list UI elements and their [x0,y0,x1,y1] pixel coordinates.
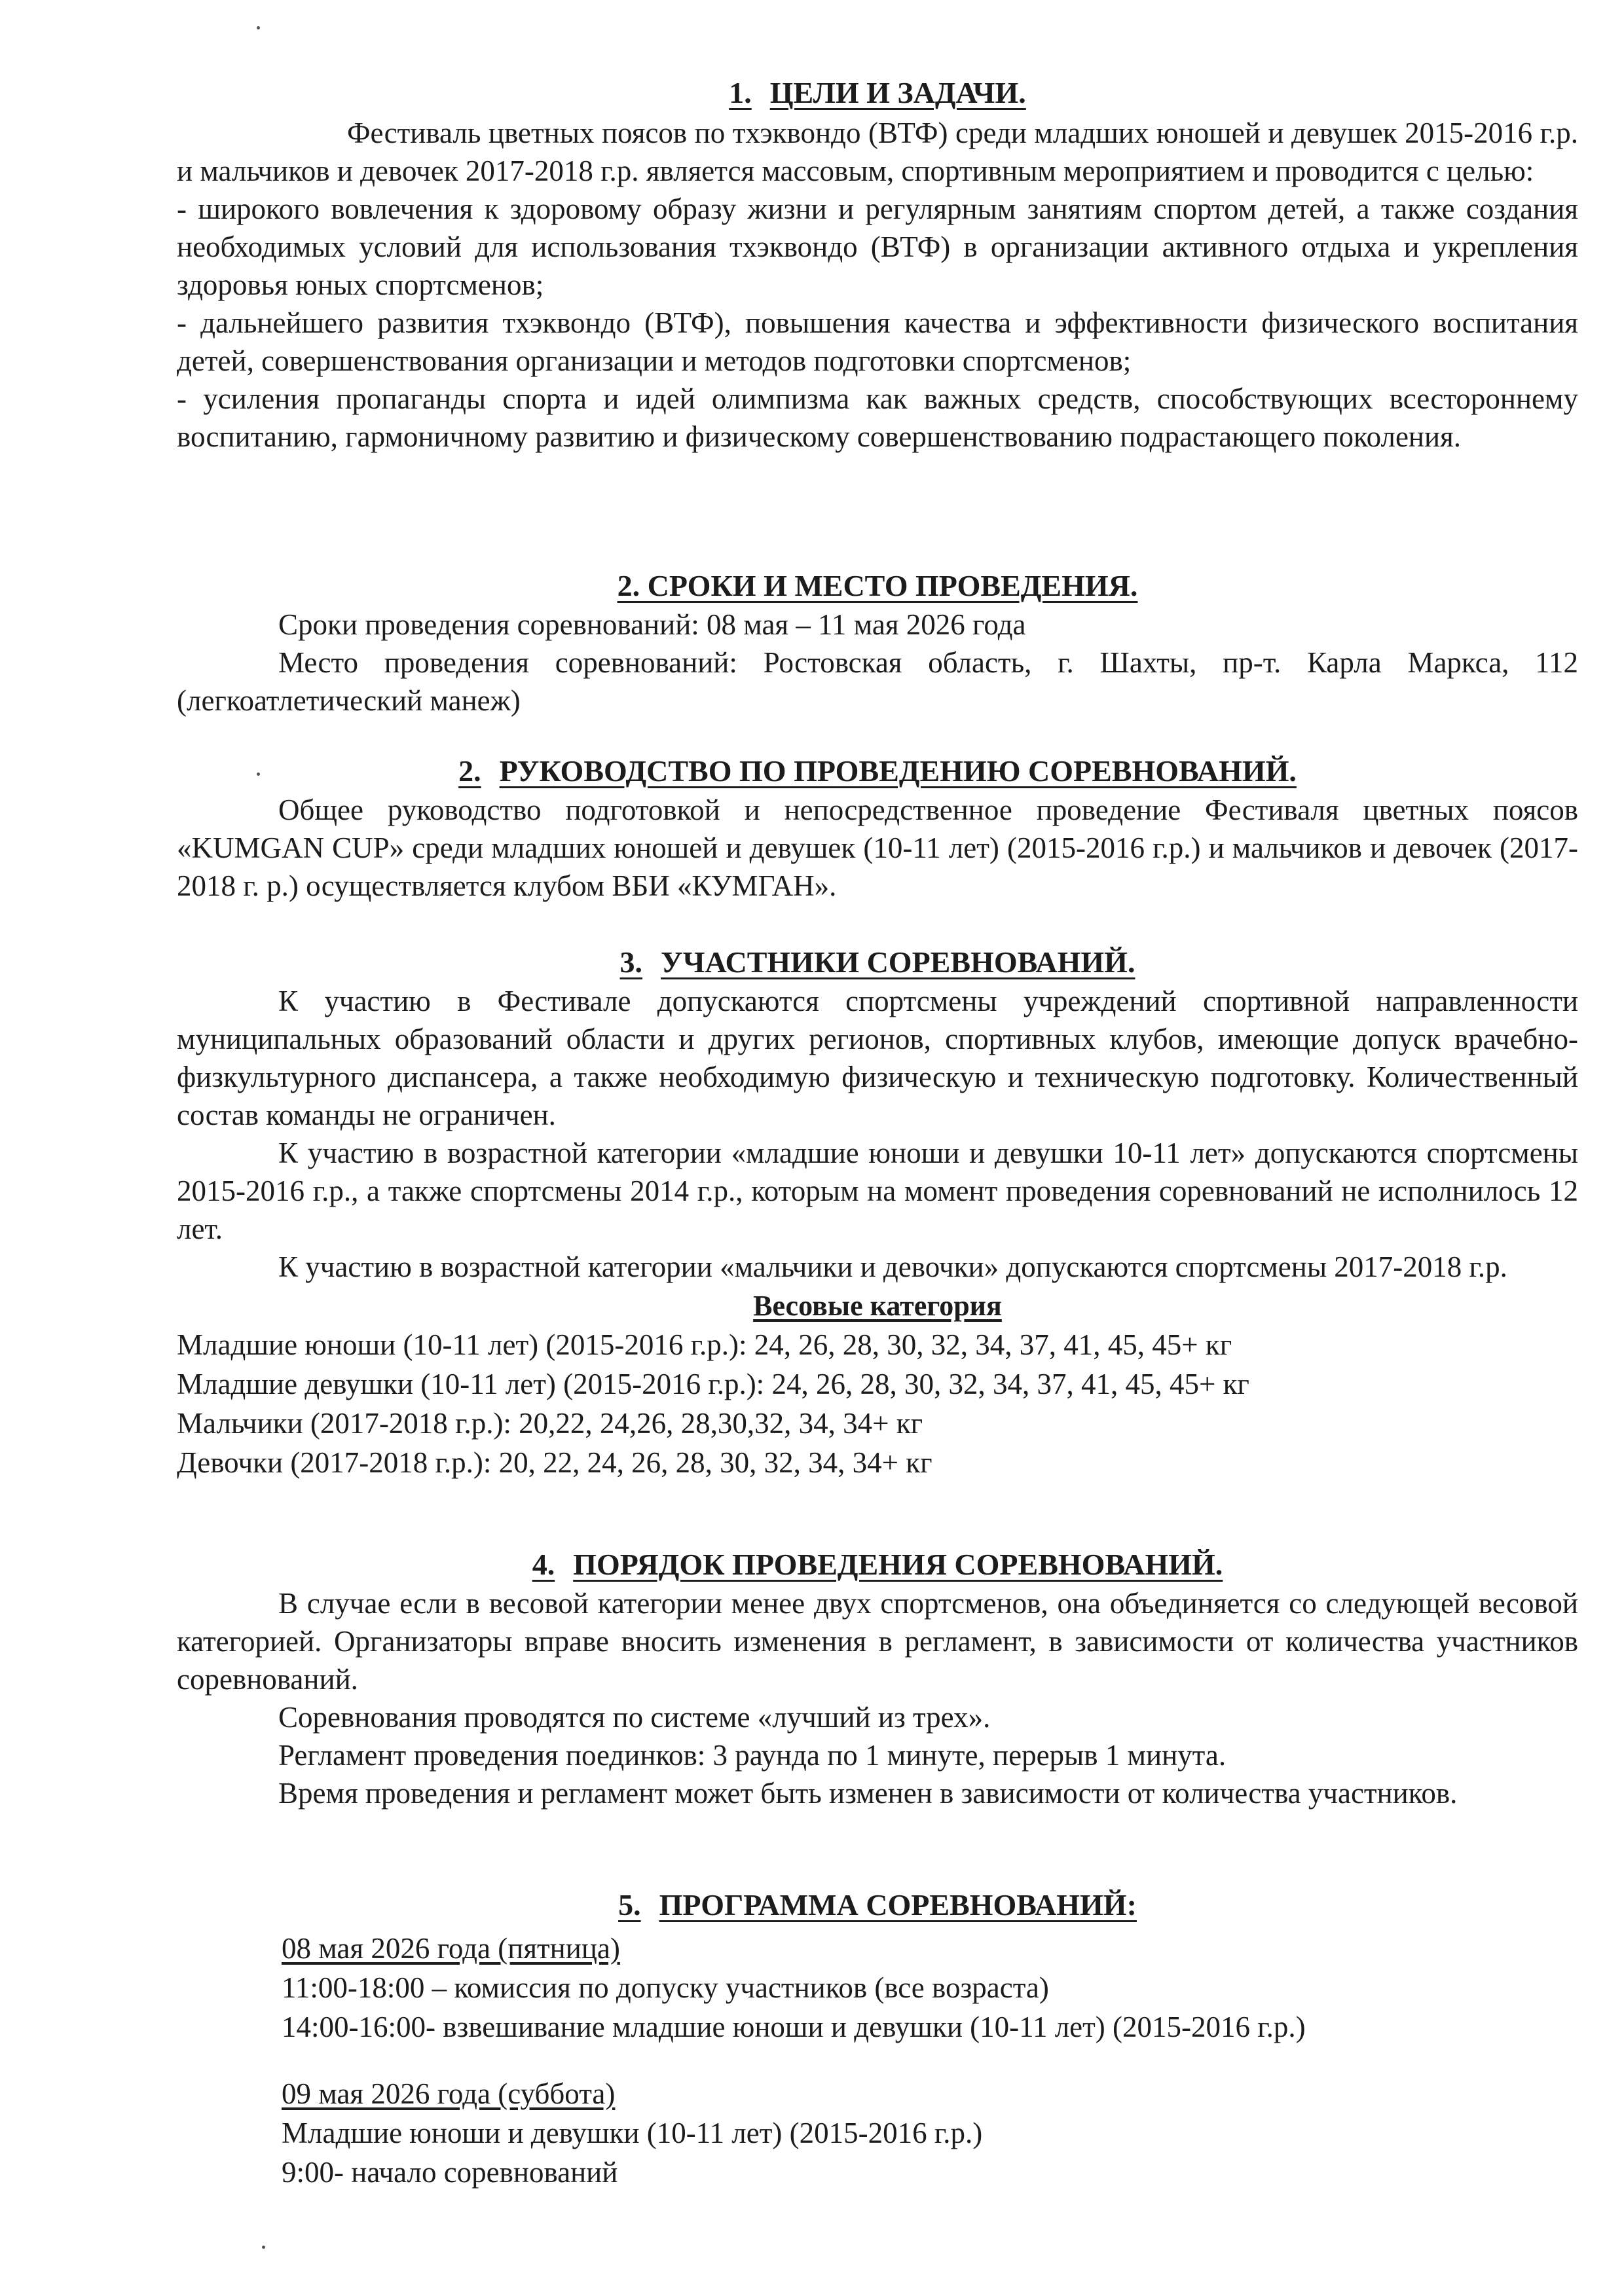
weight-categories-title: Весовые категория [753,1290,1002,1322]
program-day-2-date: 09 мая 2026 года (суббота) [282,2077,616,2110]
section-management [177,752,1578,905]
scan-speck [257,773,260,776]
procedure-p3: Регламент проведения поединков: 3 раунда по 1 минуте, перерыв 1 минута. [278,1739,1227,1772]
participants-p2: К участию в возрастной категории «младшие юноши и девушки 10-11 лет» допускаются спортсмены 2015-2016 г.р., а также спортсмены 2014 г.р., которым на момент проведения соревнований не исполнилось 12 лет. [177,1137,1578,1245]
competition-dates: Сроки проведения соревнований: 08 мая – 11 мая 2026 года [278,608,1026,641]
scan-speck [257,26,260,29]
goals-intro: Фестиваль цветных поясов по тхэквондо (ВТФ) среди младших юношей и девушек 2015-2016 г.р. и мальчиков и девочек 2017-2018 г.р. является массовым, спортивным мероприятием и проводится с целью: [177,117,1578,187]
section-procedure [177,1545,1578,1812]
section-procedure-heading: 4. ПОРЯДОК ПРОВЕДЕНИЯ СОРЕВНОВАНИЙ. [532,1548,1223,1581]
section-goals [177,73,1578,456]
section-dates-heading: 2. СРОКИ И МЕСТО ПРОВЕДЕНИЯ. [617,569,1138,602]
goal-item-1: - широкого вовлечения к здоровому образу жизни и регулярным занятиям спортом детей, а также создания необходимых условий для использования тхэквондо (ВТФ) в организации активного отдыха и укрепления здоровья юных спортсменов; [177,192,1578,301]
program-day-1-item: 11:00-18:00 – комиссия по допуску участников (все возраста) [282,1971,1049,2004]
scan-speck [262,2246,265,2249]
procedure-p1: В случае если в весовой категории менее двух спортсменов, она объединяется со следующей весовой категорией. Организаторы вправе вносить изменения в регламент, в зависимости от количества участников соревнований. [177,1587,1578,1696]
section-program-heading: 5. ПРОГРАММА СОРЕВНОВАНИЙ: [618,1888,1137,1922]
weights-boys: Мальчики (2017-2018 г.р.): 20,22, 24,26, 28,30,32, 34, 34+ кг [177,1407,923,1440]
section-participants-heading: 3. УЧАСТНИКИ СОРЕВНОВАНИЙ. [619,945,1135,979]
section-program [177,1886,1578,1925]
program-day-1-date: 08 мая 2026 года (пятница) [282,1932,620,1965]
procedure-p2: Соревнования проводятся по системе «лучший из трех». [278,1701,991,1734]
program-day-2 [282,2074,1578,2192]
program-day-1-item: 14:00-16:00- взвешивание младшие юноши и девушки (10-11 лет) (2015-2016 г.р.) [282,2011,1306,2043]
goal-item-2: - дальнейшего развития тхэквондо (ВТФ), повышения качества и эффективности физического воспитания детей, совершенствования организации и методов подготовки спортсменов; [177,306,1578,377]
weights-girls: Девочки (2017-2018 г.р.): 20, 22, 24, 26, 28, 30, 32, 34, 34+ кг [177,1446,932,1479]
goal-item-3: - усиления пропаганды спорта и идей олимпизма как важных средств, способствующих всестороннему воспитанию, гармоничному развитию и физическому совершенствованию подрастающего поколения. [177,382,1578,453]
participants-p1: К участию в Фестивале допускаются спортсмены учреждений спортивной направленности муниципальных образований области и других регионов, спортивных клубов, имеющие допуск врачебно-физкультурного диспансера, а также необходимую физическую и техническую подготовку. Количественный состав команды не ограничен. [177,985,1578,1131]
procedure-p4: Время проведения и регламент может быть изменен в зависимости от количества участников. [278,1777,1458,1810]
section-dates-place [177,566,1578,720]
program-day-1 [282,1929,1578,2047]
program-day-2-item: 9:00- начало соревнований [282,2156,618,2189]
section-management-heading: 2. РУКОВОДСТВО ПО ПРОВЕДЕНИЮ СОРЕВНОВАНИЙ. [458,754,1297,788]
weights-junior-girls: Младшие девушки (10-11 лет) (2015-2016 г.р.): 24, 26, 28, 30, 32, 34, 37, 41, 45, 45+ кг [177,1368,1249,1400]
participants-p3: К участию в возрастной категории «мальчики и девочки» допускаются спортсмены 2017-2018 г.р. [278,1250,1507,1283]
program-day-2-item: Младшие юноши и девушки (10-11 лет) (2015-2016 г.р.) [282,2117,983,2149]
competition-place: Место проведения соревнований: Ростовская область, г. Шахты, пр-т. Карла Маркса, 112 (легкоатлетический манеж) [177,646,1578,717]
weights-junior-boys: Младшие юноши (10-11 лет) (2015-2016 г.р.): 24, 26, 28, 30, 32, 34, 37, 41, 45, 45+ кг [177,1328,1232,1361]
section-goals-heading: 1. ЦЕЛИ И ЗАДАЧИ. [729,76,1026,109]
management-text: Общее руководство подготовкой и непосредственное проведение Фестиваля цветных поясов «KUMGAN CUP» среди младших юношей и девушек (10-11 лет) (2015-2016 г.р.) и мальчиков и девочек (2017-2018 г. р.) осуществляется клубом ВБИ «КУМГАН». [177,793,1578,902]
section-participants [177,943,1578,1482]
